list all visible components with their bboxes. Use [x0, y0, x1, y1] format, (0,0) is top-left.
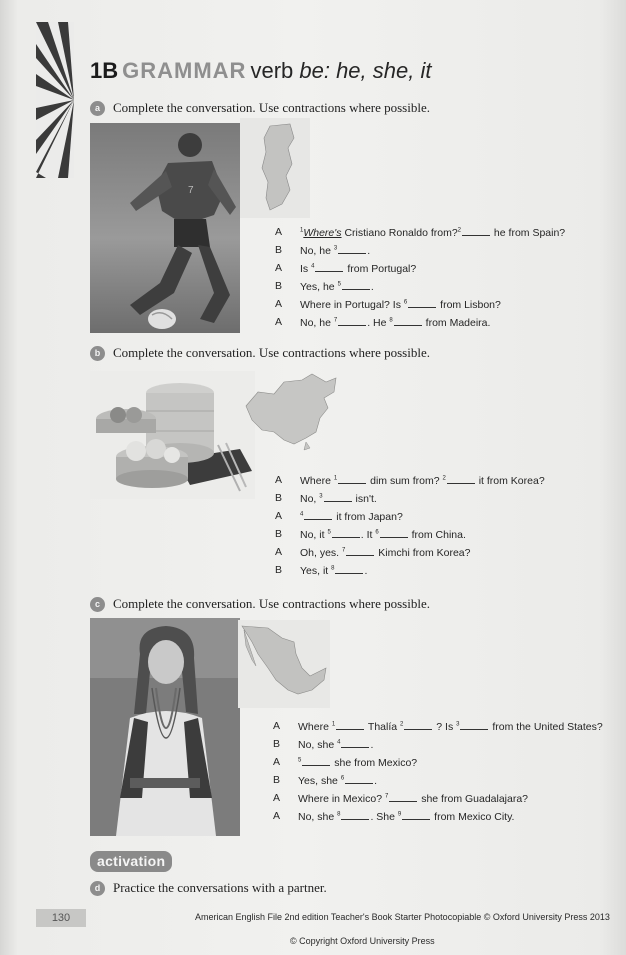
instruction-b: [90, 345, 430, 361]
dialog-text: [300, 510, 403, 523]
speaker-label: A: [275, 262, 283, 274]
speaker-label: A: [273, 720, 281, 732]
thalia-photo: [90, 618, 240, 836]
blank-number: 9: [397, 811, 402, 818]
dialog-text: [298, 774, 377, 787]
blank-number: 7: [333, 317, 338, 324]
dialog-text: [300, 226, 565, 239]
dialog-fragment: she from Guadalajara?: [418, 793, 529, 805]
answer-blank[interactable]: [324, 492, 352, 502]
dialog-fragment: .: [370, 739, 374, 751]
speaker-label: A: [275, 226, 283, 238]
answer-blank[interactable]: [336, 720, 364, 730]
dim-sum-photo: [90, 371, 255, 499]
dialog-fragment: it from Japan?: [333, 511, 403, 523]
dialog-fragment: from Portugal?: [344, 263, 417, 275]
instruction-a: [90, 100, 430, 116]
dialog-fragment: she from Mexico?: [331, 757, 418, 769]
answer-blank[interactable]: [332, 528, 360, 538]
portugal-map: [240, 118, 310, 218]
footer-credit: American English File 2nd edition Teacher's Book Starter Photocopiable © Oxford University Press 2013: [195, 912, 610, 922]
dialog-fragment: Kimchi from Korea?: [375, 547, 471, 559]
china-map: [240, 372, 340, 454]
answer-blank[interactable]: [345, 774, 373, 784]
dialog-text: [300, 316, 490, 329]
blank-number: 1: [331, 721, 336, 728]
topic-prefix: verb: [250, 58, 294, 83]
dialog-text: [300, 262, 416, 275]
instruction-b-text: Complete the conversation. Use contractions where possible.: [113, 345, 430, 360]
answer-blank[interactable]: [380, 528, 408, 538]
instruction-a-text: Complete the conversation. Use contractions where possible.: [113, 100, 430, 115]
dialog-text: [300, 298, 501, 311]
answer-blank[interactable]: [346, 546, 374, 556]
instruction-c-text: Complete the conversation. Use contractions where possible.: [113, 596, 430, 611]
answer-blank[interactable]: [338, 316, 366, 326]
topic-italic: be: he, she, it: [299, 58, 432, 83]
blank-number: 6: [340, 775, 345, 782]
blank-number: 8: [331, 565, 335, 572]
blank-number: 3: [319, 493, 323, 500]
speaker-label: A: [275, 316, 283, 328]
dialog-fragment: Oh, yes.: [300, 547, 343, 559]
dialog-fragment: Thalía: [365, 721, 401, 733]
sunburst-decoration: [36, 22, 74, 178]
blank-number: 4: [311, 263, 315, 270]
footer-copyright: © Copyright Oxford University Press: [290, 936, 435, 946]
dialog-fragment: from Mexico City.: [431, 811, 515, 823]
lesson-topic: [250, 58, 431, 83]
speaker-label: A: [275, 546, 283, 558]
page-number: 130: [36, 909, 86, 927]
dialog-text: [300, 528, 466, 541]
answer-blank[interactable]: [315, 262, 343, 272]
dialog-text: [300, 546, 470, 559]
badge-b: b: [90, 346, 105, 361]
dialog-text: [300, 474, 545, 487]
dialog-text: [300, 244, 370, 257]
blank-number: 5: [337, 281, 341, 288]
instruction-c: [90, 596, 430, 612]
speaker-label: A: [275, 298, 283, 310]
dialog-fragment: No, she: [298, 811, 338, 823]
answer-blank[interactable]: [342, 280, 370, 290]
blank-number: 8: [337, 811, 341, 818]
badge-d: d: [90, 881, 105, 896]
dialog-fragment: Is: [300, 263, 312, 275]
blank-number: 5: [298, 757, 302, 764]
dialog-fragment: from Madeira.: [422, 317, 491, 329]
dialog-fragment: . He: [367, 317, 390, 329]
answer-blank[interactable]: [338, 244, 366, 254]
dialog-fragment: .: [364, 565, 368, 577]
answer-blank[interactable]: [341, 738, 369, 748]
dialog-fragment: No,: [300, 493, 320, 505]
blank-number: 2: [442, 475, 446, 482]
instruction-d: [90, 880, 327, 896]
dialog-fragment: it from Korea?: [475, 475, 545, 487]
dialog-fragment: No, he: [300, 245, 334, 257]
dialog-text: [298, 792, 528, 805]
speaker-label: B: [275, 492, 283, 504]
speaker-label: A: [273, 810, 281, 822]
dialog-fragment: from the United States?: [489, 721, 603, 733]
blank-number: 7: [342, 547, 346, 554]
answer-blank[interactable]: [338, 474, 366, 484]
speaker-label: B: [275, 528, 283, 540]
speaker-label: A: [275, 474, 283, 486]
dialog-fragment: dim sum from?: [367, 475, 443, 487]
dialog-text: [298, 810, 514, 823]
dialog-fragment: No, she: [298, 739, 338, 751]
dialog-fragment: No, he: [300, 317, 334, 329]
dialog-fragment: Yes, it: [300, 565, 332, 577]
dialog-fragment: Cristiano Ronaldo from?: [341, 227, 458, 239]
dialog-fragment: Where: [298, 721, 332, 733]
blank-number: 7: [384, 793, 389, 800]
speaker-label: B: [275, 280, 283, 292]
blank-number: 6: [403, 299, 408, 306]
speaker-label: A: [273, 792, 281, 804]
dialog-fragment: ? Is: [433, 721, 457, 733]
blank-number: 8: [389, 317, 393, 324]
blank-number: 2: [400, 721, 404, 728]
answer-blank[interactable]: [404, 720, 432, 730]
answer-blank[interactable]: [460, 720, 488, 730]
speaker-label: A: [275, 510, 283, 522]
dialog-text: [300, 492, 377, 505]
page-title: [90, 58, 431, 84]
answer-blank[interactable]: [394, 316, 422, 326]
blank-number: 4: [300, 511, 304, 518]
dialog-fragment: .: [367, 245, 371, 257]
dialog-fragment: . It: [360, 529, 376, 541]
badge-a: a: [90, 101, 105, 116]
dialog-text: [298, 756, 417, 769]
speaker-label: B: [275, 564, 283, 576]
answer-blank[interactable]: [402, 810, 430, 820]
dialog-text: [298, 720, 603, 733]
answer-blank[interactable]: [447, 474, 475, 484]
ronaldo-photo: [90, 123, 240, 333]
answer-blank[interactable]: [389, 792, 417, 802]
dialog-fragment: from China.: [408, 529, 466, 541]
blank-number: 3: [456, 721, 460, 728]
speaker-label: B: [275, 244, 283, 256]
dialog-text: [298, 738, 373, 751]
dialog-fragment: .: [374, 775, 378, 787]
answer-blank[interactable]: [462, 226, 490, 236]
speaker-label: A: [273, 756, 281, 768]
answer-blank[interactable]: [408, 298, 436, 308]
example-answer: Where's: [303, 227, 342, 239]
answer-blank[interactable]: [335, 564, 363, 574]
lesson-code: 1B: [90, 58, 119, 83]
blank-number: 5: [327, 529, 331, 536]
dialog-fragment: Where: [300, 475, 334, 487]
dialog-fragment: Yes, he: [300, 281, 338, 293]
answer-blank[interactable]: [302, 756, 330, 766]
speaker-label: B: [273, 774, 281, 786]
dialog-fragment: Where in Portugal? Is: [300, 299, 404, 311]
answer-blank[interactable]: [304, 510, 332, 520]
dialog-fragment: .: [370, 281, 374, 293]
answer-blank[interactable]: [341, 810, 369, 820]
dialog-fragment: from Lisbon?: [437, 299, 501, 311]
dialog-text: [300, 564, 367, 577]
svg-text:7: 7: [188, 185, 194, 196]
dialog-fragment: Where in Mexico?: [298, 793, 385, 805]
activation-label: activation: [90, 851, 172, 872]
grammar-keyword: GRAMMAR: [122, 58, 247, 83]
instruction-d-text: Practice the conversations with a partner.: [113, 880, 327, 895]
blank-number: 1: [300, 227, 304, 234]
blank-number: 4: [337, 739, 341, 746]
blank-number: 1: [333, 475, 338, 482]
blank-number: 6: [375, 529, 379, 536]
dialog-fragment: . She: [370, 811, 398, 823]
blank-number: 3: [333, 245, 338, 252]
dialog-text: [300, 280, 374, 293]
dialog-fragment: No, it: [300, 529, 328, 541]
dialog-fragment: Yes, she: [298, 775, 341, 787]
mexico-map: [238, 620, 330, 708]
dialog-fragment: he from Spain?: [491, 227, 566, 239]
badge-c: c: [90, 597, 105, 612]
speaker-label: B: [273, 738, 281, 750]
dialog-fragment: isn't.: [352, 493, 377, 505]
blank-number: 2: [457, 227, 462, 234]
